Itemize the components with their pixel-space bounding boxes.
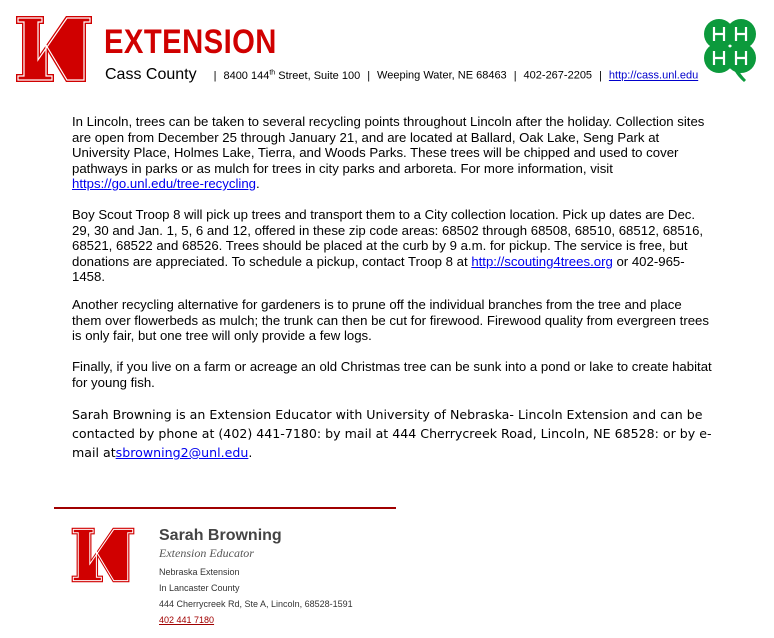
contact-line [105,64,698,85]
four-h-clover-icon [694,12,766,84]
paragraph-lincoln-recycling: In Lincoln, trees can be taken to several recycling points throughout Lincoln after the holiday. Collection sites are open from December 25 through January 21, and are located at Ballard, Oak Lake, Seng Park at University Place, Holmes Lake, Tierra, and Woods Parks. These trees will be chipped and used to cover pathways in parks or as mulch for trees in city parks and arboreta. For more information, visit https://go.unl.edu/tree-recycling. [72,114,705,191]
paragraph-mulch: Another recycling alternative for gardeners is to prune off the individual branches from the tree and place them over flowerbeds as mulch; the trunk can then be cut for firewood. Firewood quality from evergreen trees is only fair, but one tree will only provide a few logs. [72,297,709,343]
email-link[interactable]: sbrowning2@unl.edu [115,445,249,460]
separator: | [513,69,517,82]
signature-phone-link[interactable]: 402 441 7180 [159,615,215,625]
nebraska-n-logo-small [70,525,136,585]
separator: | [367,69,371,82]
tree-recycling-link[interactable]: https://go.unl.edu/tree-recycling [72,176,256,191]
separator: | [599,69,602,82]
signature-divider [54,507,396,509]
website-link[interactable]: http://cass.unl.edu [608,69,699,82]
signature-org: Nebraska Extension [159,567,240,577]
signature-title: Extension Educator [159,546,254,560]
extension-wordmark: EXTENSION [104,23,277,61]
separator: | [213,69,217,82]
city-address: Weeping Water, NE 68463 [377,69,507,82]
signature-address: 444 Cherrycreek Rd, Ste A, Lincoln, 68528-1591 [159,599,353,609]
signature-county: In Lancaster County [159,583,240,593]
nebraska-n-logo [14,14,94,84]
signature-name: Sarah Browning [159,527,282,544]
scouting-link[interactable]: http://scouting4trees.org [471,253,613,269]
phone-number: 402-267-2205 [523,69,593,82]
paragraph-boy-scouts: Boy Scout Troop 8 will pick up trees and transport them to a City collection location. Pick up dates are Dec. 29, 30 and Jan. 1, 5, 6 and 12, offered in these zip code areas: 68502 through 68508, 68510, 68512, 68516, 68521, 68522 and 68526. Trees should be placed at the curb by 9 a.m. for pickup. The service is free, but donations are appreciated. To schedule a pickup, contact Troop 8 at http://scouting4trees.org or 402-965-1458. [72,207,704,284]
paragraph-fish-habitat: Finally, if you live on a farm or acreage an old Christmas tree can be sunk into a pond or lake to create habitat for young fish. [72,359,712,390]
paragraph-author-bio: Sarah Browning is an Extension Educator with University of Nebraska- Lincoln Extension and can be contacted by phone at (402) 441-7180: by mail at 444 Cherrycreek Road, Lincoln, NE 68528: or by e-mail atsbrowning2@unl.edu. [72,407,712,460]
county-name: Cass County [105,65,197,83]
street-address: 8400 144th Street, Suite 100 [223,69,361,82]
